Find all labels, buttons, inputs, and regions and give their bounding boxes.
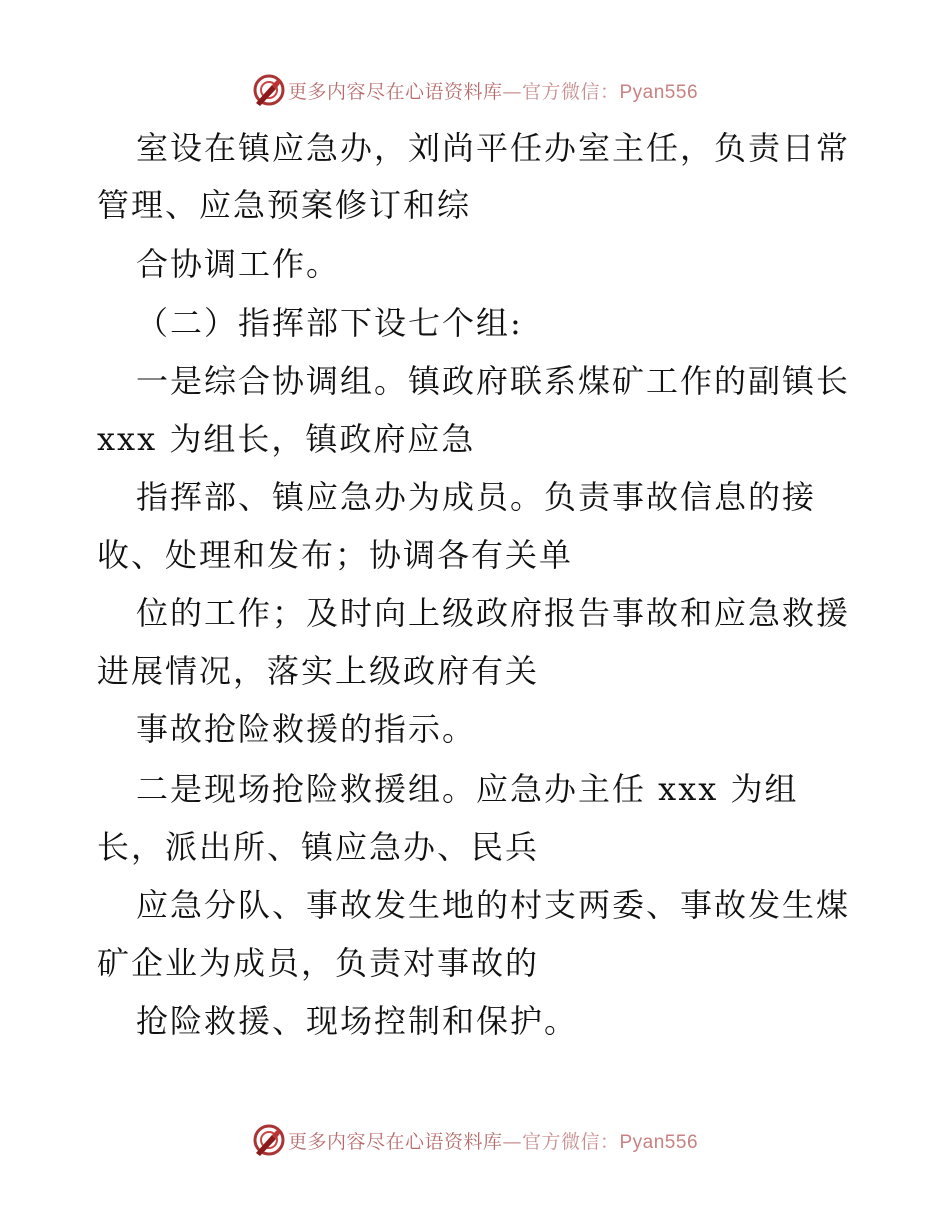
header-banner	[0, 70, 950, 110]
text-line: 应急分队、事故发生地的村支两委、事故发生煤	[136, 886, 851, 924]
text-line: 合协调工作。	[136, 245, 341, 283]
text-line: 室设在镇应急办，刘尚平任办室主任，负责日常	[136, 129, 851, 167]
text-line: xxx 为组长，镇政府应急	[97, 420, 476, 458]
footer-banner	[0, 1120, 950, 1160]
text-line: 进展情况，落实上级政府有关	[97, 652, 540, 690]
text-line: 长，派出所、镇应急办、民兵	[97, 828, 540, 866]
text-line: 指挥部、镇应急办为成员。负责事故信息的接	[136, 478, 817, 516]
pen-logo-icon	[252, 73, 286, 107]
text-line: 收、处理和发布；协调各有关单	[97, 536, 574, 574]
text-line: 事故抢险救援的指示。	[136, 710, 477, 748]
text-line: 矿企业为成员，负责对事故的	[97, 944, 540, 982]
pen-logo-icon	[252, 1123, 286, 1157]
banner-text: 更多内容尽在心语资料库—官方微信：Pyan556	[287, 80, 699, 103]
text-line: 管理、应急预案修订和综	[97, 186, 472, 224]
text-line: 抢险救援、现场控制和保护。	[136, 1002, 579, 1040]
text-line: 一是综合协调组。镇政府联系煤矿工作的副镇长	[136, 362, 851, 400]
banner-text: 更多内容尽在心语资料库—官方微信：Pyan556	[287, 1130, 699, 1153]
text-line: 位的工作；及时向上级政府报告事故和应急救援	[136, 594, 851, 632]
text-line: 二是现场抢险救援组。应急办主任 xxx 为组	[136, 770, 799, 808]
text-line: （二）指挥部下设七个组:	[136, 304, 523, 342]
